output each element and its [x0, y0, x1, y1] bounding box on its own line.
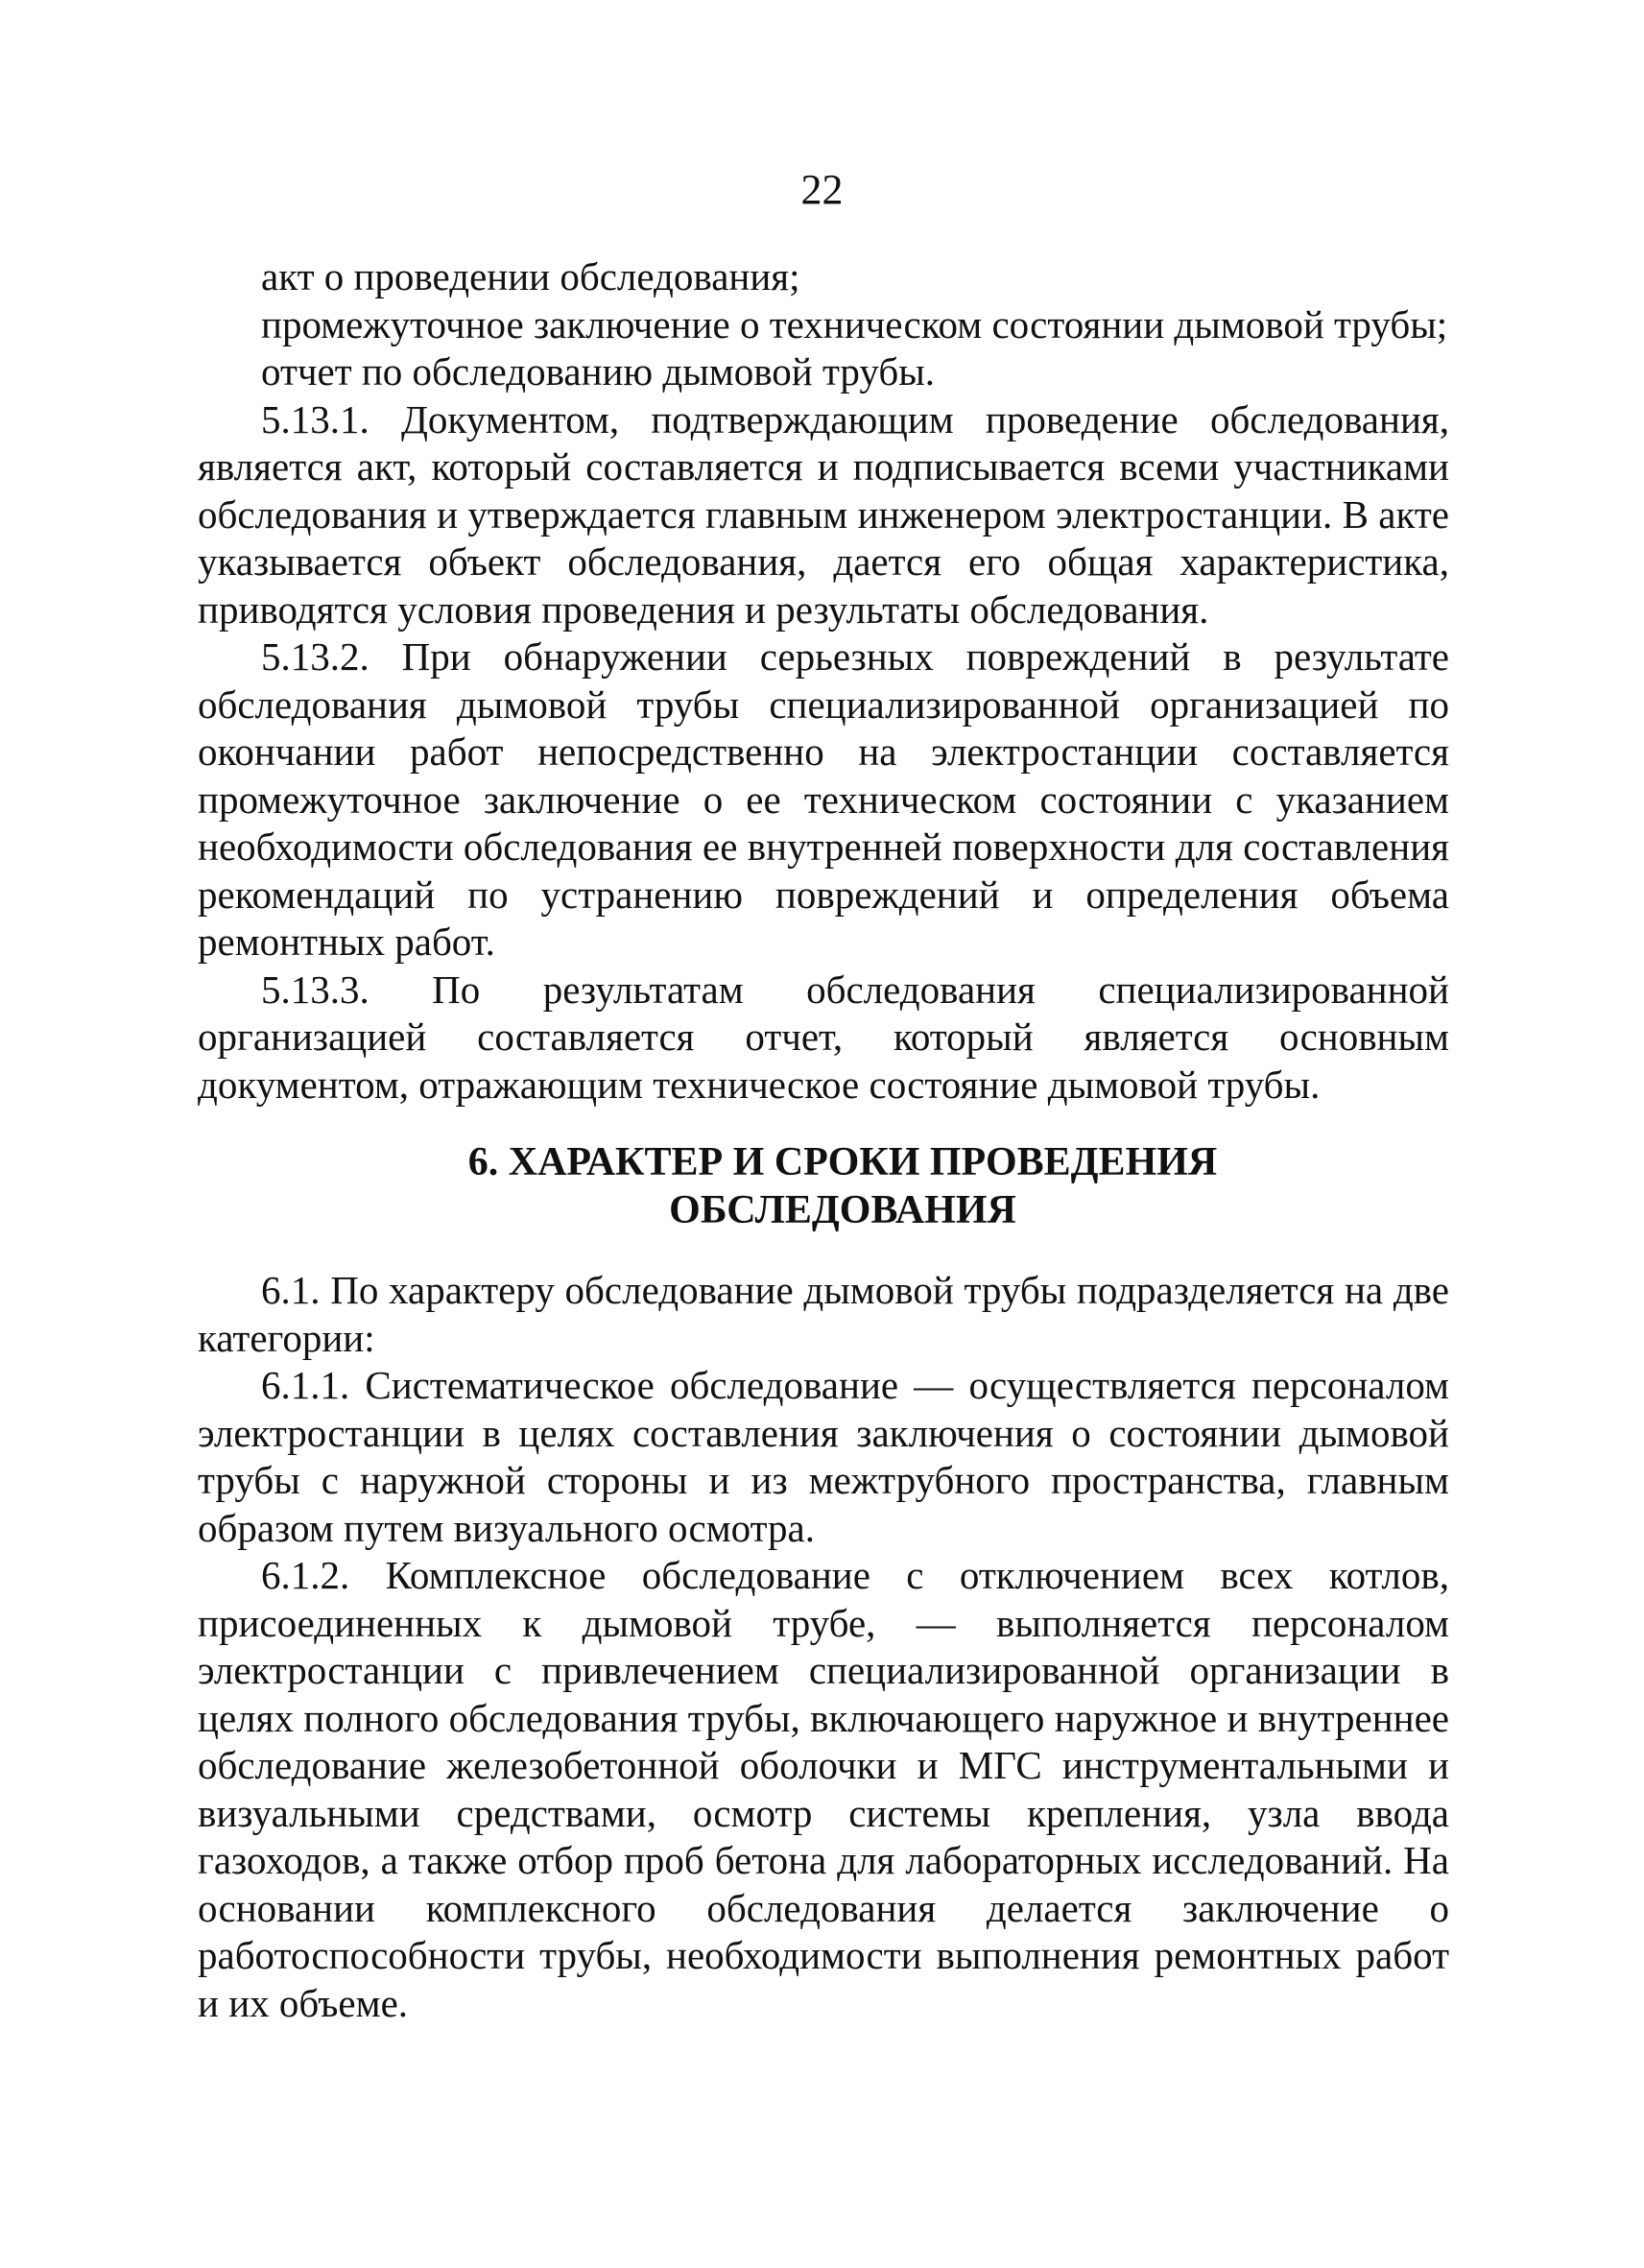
page-number: 22 [800, 166, 844, 213]
list-item-interim-conclusion: промежуточное заключение о техническом состоянии дымовой трубы; [261, 301, 1448, 346]
section-6-heading-line-2: ОБСЛЕДОВАНИЯ [669, 1188, 1016, 1232]
paragraph-5-13-1: 5.13.1. Документом, подтверждающим проведение обследования, является акт, который составляется и подписывается всеми участниками обследования и утверждается главным инженером электростанции. В акте указывается объект обследования, дается его общая характеристика, приводятся условия проведения и результаты обследования. [198, 396, 1449, 632]
section-6-heading [198, 1138, 1449, 1234]
section-6-heading-line-1: 6. ХАРАКТЕР И СРОКИ ПРОВЕДЕНИЯ [467, 1140, 1218, 1184]
body-text [198, 253, 1449, 2027]
paragraph-5-13-2: 5.13.2. При обнаружении серьезных повреждений в результате обследования дымовой трубы специализированной организацией по окончании работ непосредственно на электростанции составляется промежуточное заключение о ее техническом состоянии с указанием необходимости обследования ее внутренней поверхности для составления рекомендаций по устранению повреждений и определения объема ремонтных работ. [198, 634, 1449, 964]
paragraph-5-13-3: 5.13.3. По результатам обследования специализированной организацией составляется отчет, который является основным документом, отражающим техническое состояние дымовой трубы. [198, 967, 1449, 1107]
list-item-report: отчет по обследованию дымовой трубы. [261, 349, 935, 394]
paragraph-6-1-2: 6.1.2. Комплексное обследование с отключением всех котлов, присоединенных к дымовой трубе, — выполняется персоналом электростанции с привлечением специализированной организации в целях полного обследования трубы, включающего наружное и внутреннее обследование железобетонной оболочки и МГС инструментальными и визуальными средствами, осмотр системы крепления, узла ввода газоходов, а также отбор проб бетона для лабораторных исследований. На основании комплексного обследования делается заключение о работоспособности трубы, необходимости выполнения ремонтных работ и их объеме. [198, 1553, 1449, 2025]
paragraph-6-1: 6.1. По характеру обследование дымовой трубы подразделяется на две категории: [198, 1268, 1449, 1360]
list-item-act: акт о проведении обследования; [261, 254, 800, 298]
paragraph-6-1-1: 6.1.1. Систематическое обследование — осуществляется персоналом электростанции в целях составления заключения о состоянии дымовой трубы с наружной стороны и из межтрубного пространства, главным образом путем визуального осмотра. [198, 1363, 1449, 1550]
